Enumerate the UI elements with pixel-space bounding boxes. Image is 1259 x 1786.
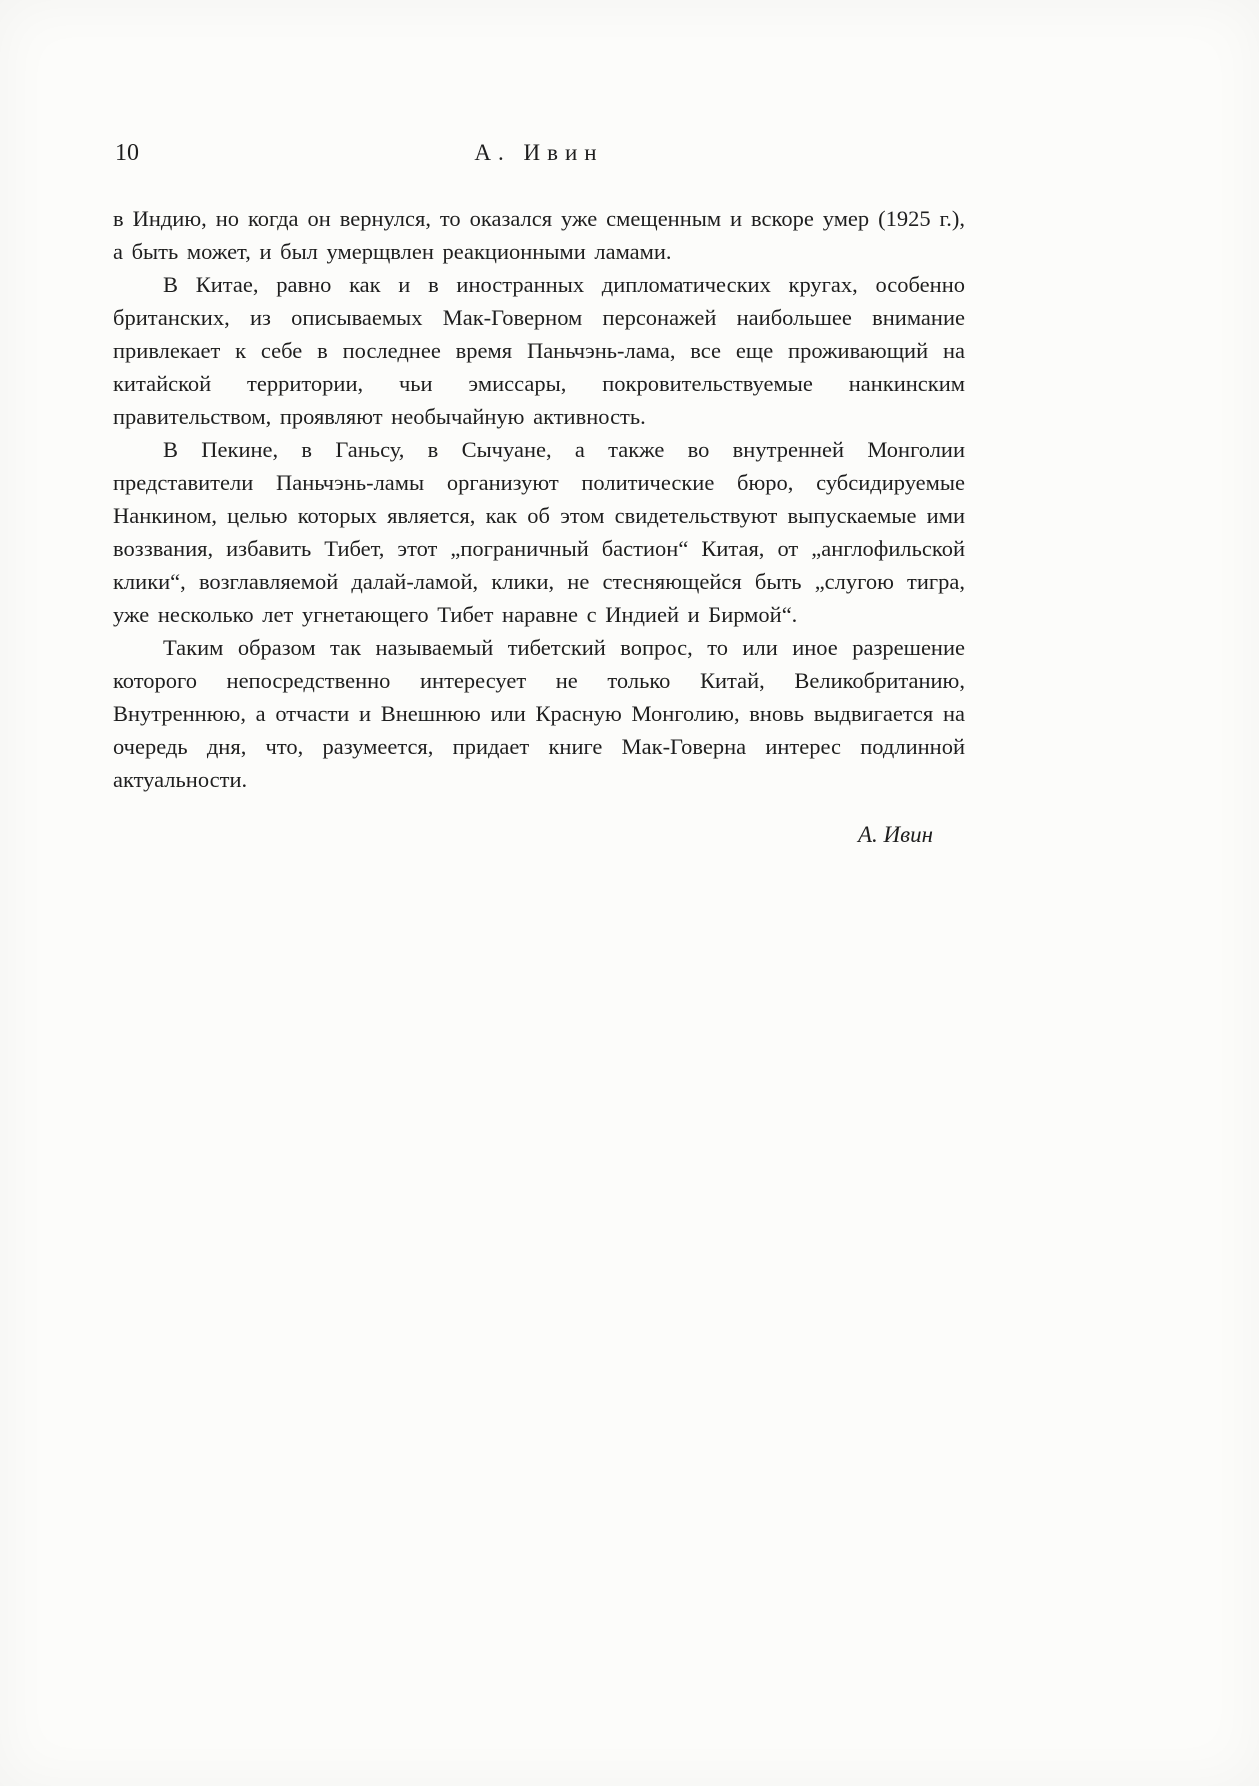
paragraph-continuation: в Индию, но когда он вернулся, то оказался уже смещенным и вскоре умер (1925 г.), а быть может, и был умерщвлен реакционными ламами. [113, 206, 965, 264]
running-head: А. Ивин [474, 140, 604, 165]
page-content [113, 140, 965, 848]
page-number: 10 [115, 140, 139, 166]
paragraph: В Китае, равно как и в иностранных дипломатических кругах, особенно британских, из описываемых Мак-Говерном персонажей наибольшее внимание привлекает к себе в последнее время Паньчэнь-лама, все еще проживающий на китайской территории, чьи эмиссары, покровительствуемые нанкинским правительством, проявляют необычайную активность. [113, 272, 965, 429]
paragraph: В Пекине, в Ганьсу, в Сычуане, а также во внутренней Монголии представители Паньчэнь-ламы организуют политические бюро, субсидируемые Нанкином, целью которых является, как об этом свидетельствуют выпускаемые ими воззвания, избавить Тибет, этот „пограничный бастион“ Китая, от „англофильской клики“, возглавляемой далай-ламой, клики, не стесняющейся быть „слугою тигра, уже несколько лет угнетающего Тибет наравне с Индией и Бирмой“. [113, 437, 965, 627]
author-signature: А. Ивин [857, 822, 933, 847]
paragraph: Таким образом так называемый тибетский вопрос, то или иное разрешение которого непосредственно интересует не только Китай, Великобританию, Внутреннюю, а отчасти и Внешнюю или Красную Монголию, вновь выдвигается на очередь дня, что, разумеется, придает книге Мак-Говерна интерес подлинной актуальности. [113, 635, 965, 792]
page-header [113, 140, 965, 180]
body-text [113, 202, 965, 796]
